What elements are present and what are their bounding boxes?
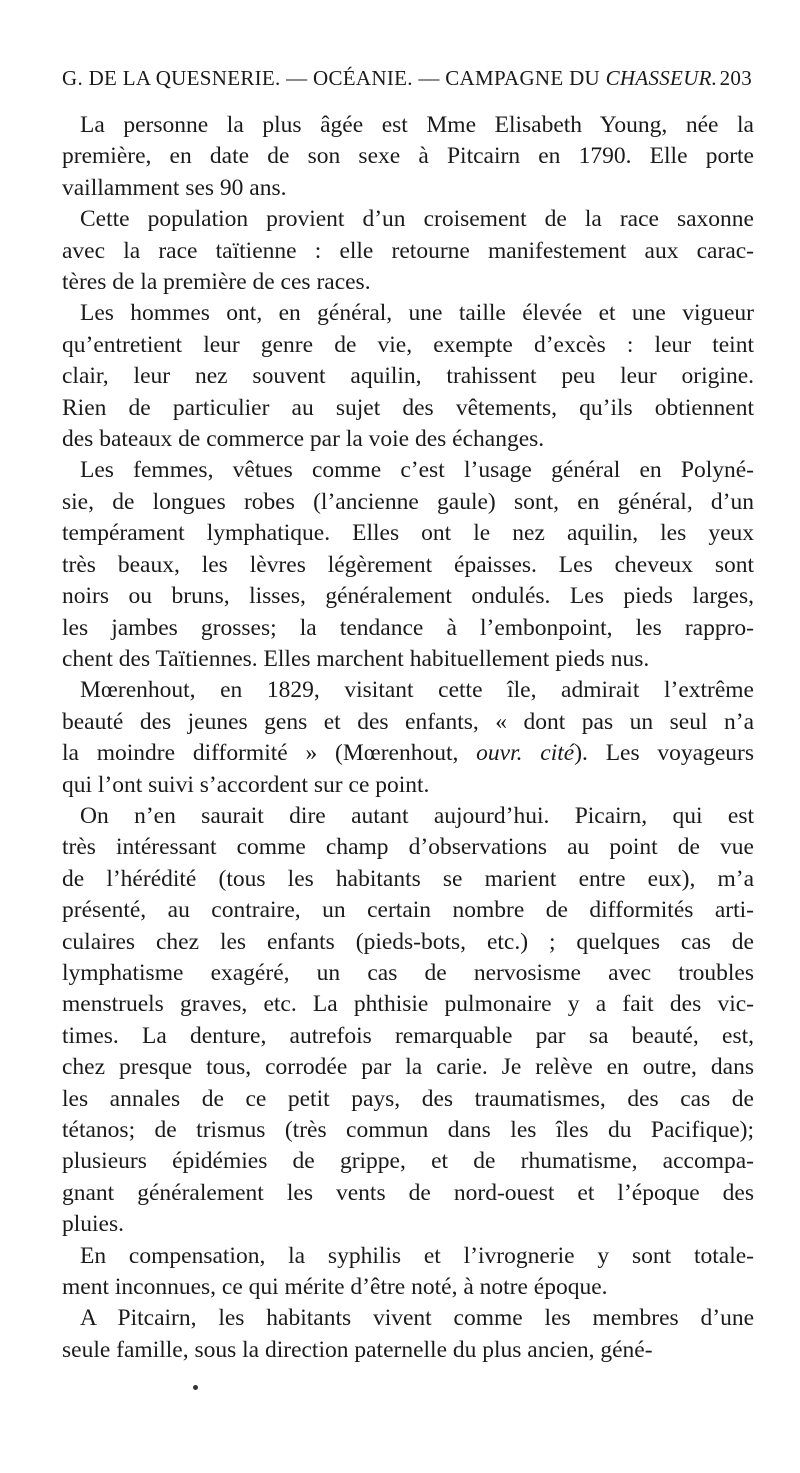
text-line: très intéressant comme champ d’observations au point de vue	[62, 834, 754, 861]
text-line: la moindre difformité » (Mœrenhout, ouvr. cité). Les voyageurs	[62, 740, 755, 767]
paragraph	[62, 1241, 754, 1304]
running-title-text: G. DE LA QUESNERIE. — OCÉANIE. — CAMPAGNE DU	[62, 66, 606, 90]
text-line: présenté, au contraire, un certain nombre de difformités arti-	[62, 897, 754, 924]
paragraph	[62, 455, 754, 675]
paragraph	[62, 1303, 754, 1366]
text-line: qu’entretient leur genre de vie, exempte d’excès : leur teint	[62, 331, 754, 358]
text-line: Mœrenhout, en 1829, visitant cette île, admirait l’extrême	[80, 677, 754, 704]
text-line: Les femmes, vêtues comme c’est l’usage général en Polyné-	[80, 457, 754, 484]
text-line: chent des Taïtiennes. Elles marchent habituellement pieds nus.	[62, 645, 650, 672]
text-line: plusieurs épidémies de grippe, et de rhumatisme, accompa-	[62, 1148, 754, 1175]
text-line: seule famille, sous la direction paternelle du plus ancien, géné-	[62, 1336, 653, 1363]
text-line: très beaux, les lèvres légèrement épaisses. Les cheveux sont	[62, 551, 754, 578]
paragraph	[62, 801, 754, 1241]
text-line: qui l’ont suivi s’accordent sur ce point.	[62, 771, 430, 798]
text-line: vaillamment ses 90 ans.	[62, 174, 287, 201]
running-head	[62, 66, 752, 91]
ship-name: CHASSEUR.	[605, 66, 718, 90]
text-line: chez presque tous, corrodée par la carie. Je relève en outre, dans	[62, 1054, 754, 1081]
paragraph	[62, 298, 754, 455]
citation-italic: ouvr. cité	[476, 740, 575, 767]
text-line: En compensation, la syphilis et l’ivrognerie y sont totale-	[80, 1242, 754, 1269]
text-line: pluies.	[62, 1211, 125, 1238]
text-line: première, en date de son sexe à Pitcairn en 1790. Elle porte	[62, 143, 754, 170]
text-line: Rien de particulier au sujet des vêtements, qu’ils obtiennent	[62, 394, 754, 421]
text-line: les jambes grosses; la tendance à l’embonpoint, les rappro-	[62, 614, 754, 641]
text-line: lymphatisme exagéré, un cas de nervosisme avec troubles	[62, 959, 754, 986]
text-body	[62, 110, 754, 1366]
paragraph	[62, 675, 754, 801]
text-line: noirs ou bruns, lisses, généralement ondulés. Les pieds larges,	[62, 583, 754, 610]
text-line: gnant généralement les vents de nord-ouest et l’époque des	[62, 1179, 754, 1206]
page-number: 203	[719, 66, 752, 90]
text-line: A Pitcairn, les habitants vivent comme les membres d’une	[80, 1305, 754, 1332]
text-line: tères de la première de ces races.	[62, 269, 371, 296]
paragraph	[62, 204, 754, 298]
text-line: sie, de longues robes (l’ancienne gaule) sont, en général, d’un	[62, 488, 754, 515]
running-title	[62, 66, 717, 91]
text-line: tempérament lymphatique. Elles ont le nez aquilin, les yeux	[62, 520, 754, 547]
text-line: La personne la plus âgée est Mme Elisabeth Young, née la	[80, 112, 754, 138]
text-line: ment inconnues, ce qui mérite d’être noté, à notre époque.	[62, 1274, 608, 1301]
text-line: clair, leur nez souvent aquilin, trahissent peu leur origine.	[62, 363, 754, 390]
text-line: culaires chez les enfants (pieds-bots, etc.) ; quelques cas de	[62, 928, 754, 955]
text-line: On n’en saurait dire autant aujourd’hui. Picairn, qui est	[80, 802, 754, 829]
text-line: des bateaux de commerce par la voie des échanges.	[62, 426, 545, 453]
text-line: menstruels graves, etc. La phthisie pulmonaire y a fait des vic-	[62, 991, 754, 1018]
text-line: de l’hérédité (tous les habitants se marient entre eux), m’a	[62, 865, 754, 892]
print-mark	[193, 1385, 198, 1390]
text-line: les annales de ce petit pays, des traumatismes, des cas de	[62, 1085, 754, 1112]
paragraph	[62, 110, 754, 204]
text-line: avec la race taïtienne : elle retourne manifestement aux carac-	[62, 237, 754, 264]
text-line: beauté des jeunes gens et des enfants, « dont pas un seul n’a	[62, 708, 754, 735]
text-line: Les hommes ont, en général, une taille élevée et une vigueur	[80, 300, 754, 327]
text-line: tétanos; de trismus (très commun dans les îles du Pacifique);	[62, 1117, 754, 1143]
text-line: Cette population provient d’un croisement de la race saxonne	[80, 206, 754, 233]
text-line: times. La denture, autrefois remarquable par sa beauté, est,	[62, 1022, 754, 1049]
